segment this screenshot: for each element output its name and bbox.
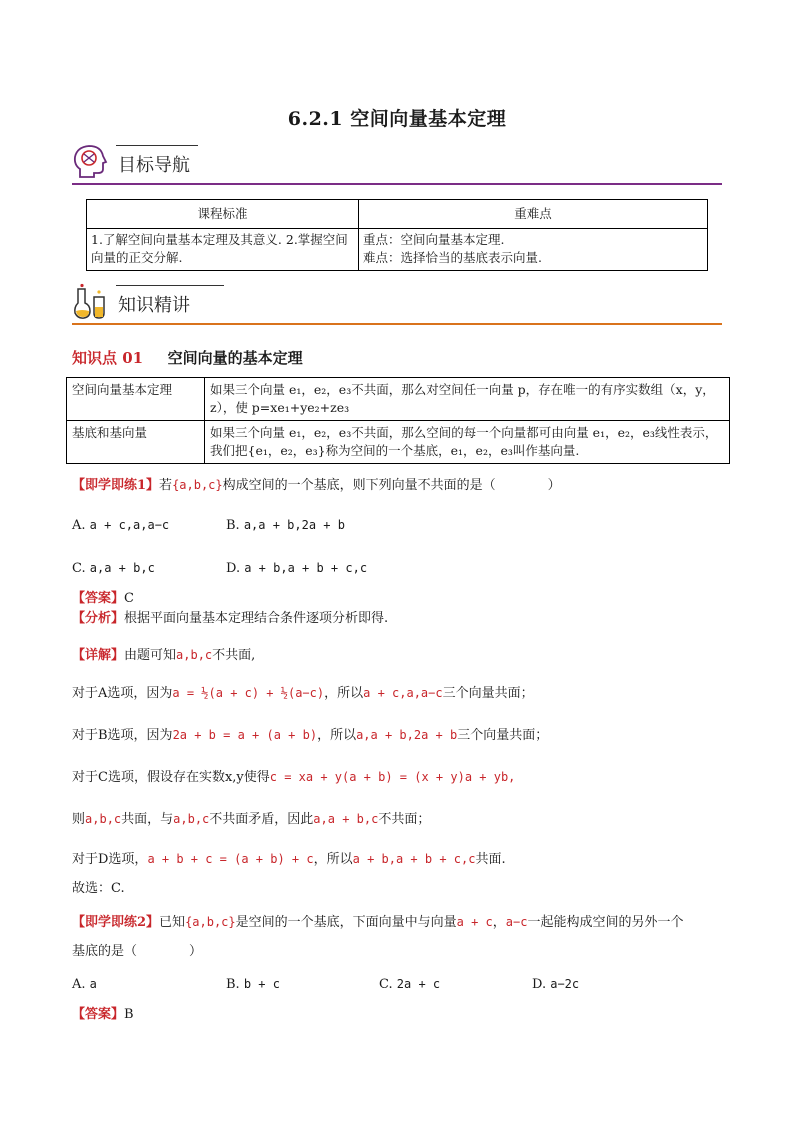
ex2-question: 【即学即练2】已知{a,b,c}是空间的一个基底，下面向量中与向量a + c，a−c一起能构成空间的另外一个 (72, 915, 684, 930)
goal-table-header-keypoints: 重难点 (359, 200, 708, 229)
ex1-option-a[interactable]: A. a + c,a,a−c (72, 518, 170, 533)
knowledge-point-number: 知识点 01 (72, 349, 144, 367)
ex1-detail-c2: 则a,b,c共面，与a,b,c不共面矛盾，因此a,a + b,c不共面； (72, 812, 431, 827)
ex1-detail-d: 对于D选项，a + b + c = (a + b) + c，所以a + b,a + b + c,c共面. (72, 852, 506, 867)
ex1-answer: 【答案】C (72, 591, 134, 606)
knowledge-point-name: 空间向量的基本定理 (167, 349, 303, 367)
kp-row1-header: 空间向量基本定理 (67, 378, 205, 421)
goal-table-keypoints-cell (359, 229, 708, 271)
ex1-detail-a: 对于A选项，因为a = ½(a + c) + ½(a−c)，所以a + c,a,a−c三个向量共面； (72, 686, 534, 701)
ex1-option-b[interactable]: B. a,a + b,2a + b (226, 518, 345, 533)
head-brain-icon (72, 143, 110, 181)
lab-flask-icon (72, 283, 110, 321)
ex1-detail-c: 对于C选项，假设存在实数x,y使得c = xa + y(a + b) = (x + y)a + yb, (72, 770, 516, 785)
ex2-option-b[interactable]: B. b + c (226, 977, 280, 992)
ex1-analysis: 【分析】根据平面向量基本定理结合条件逐项分析即得. (72, 611, 389, 626)
ex2-answer: 【答案】B (72, 1007, 134, 1022)
knowledge-point-title (72, 347, 303, 368)
ex2-option-a[interactable]: A. a (72, 977, 97, 992)
ex1-option-d[interactable]: D. a + b,a + b + c,c (226, 561, 368, 576)
knowledge-section-header (72, 283, 722, 325)
goal-section-title: 目标导航 (118, 155, 190, 176)
ex2-options-row (72, 977, 712, 997)
ex2-question-line2: 基底的是（ ） (72, 944, 203, 959)
ex1-question: 【即学即练1】若{a,b,c}构成空间的一个基底，则下列向量不共面的是（ ） (72, 478, 561, 493)
ex1-detail: 【详解】由题可知a,b,c不共面, (72, 648, 256, 663)
kp-row1-content: 如果三个向量 e₁，e₂，e₃不共面，那么对空间任一向量 p，存在唯一的有序实数组（x，y，z），使 p=xe₁+ye₂+ze₃ (205, 378, 730, 421)
knowledge-section-title: 知识精讲 (118, 295, 190, 316)
goal-table-standard-cell: 1.了解空间向量基本定理及其意义. 2.掌握空间向量的正交分解. (87, 229, 359, 271)
ex1-options-row2 (72, 561, 672, 581)
kp-row2-content: 如果三个向量 e₁，e₂，e₃不共面，那么空间的每一个向量都可由向量 e₁，e₂，e₃线性表示，我们把{e₁，e₂，e₃}称为空间的一个基底，e₁，e₂，e₃叫作基向量. (205, 421, 730, 464)
ex1-basis-set: {a,b,c} (172, 478, 223, 492)
ex2-option-c[interactable]: C. 2a + c (379, 977, 441, 992)
goal-section-header (72, 143, 722, 185)
goal-table-header-standard: 课程标准 (87, 200, 359, 229)
page-title: 6.2.1 空间向量基本定理 (287, 108, 507, 130)
ex2-tag: 【即学即练2】 (72, 915, 160, 930)
goal-table (86, 199, 708, 271)
goal-focus-text: 重点：空间向量基本定理. (363, 232, 505, 247)
ex1-conclusion: 故选：C. (72, 881, 125, 896)
goal-difficulty-text: 难点：选择恰当的基底表示向量. (363, 250, 542, 265)
ex1-detail-b: 对于B选项，因为2a + b = a + (a + b)，所以a,a + b,2a + b三个向量共面； (72, 728, 549, 743)
ex1-option-c[interactable]: C. a,a + b,c (72, 561, 155, 576)
ex1-tag: 【即学即练1】 (72, 478, 160, 493)
kp-row2-header: 基底和基向量 (67, 421, 205, 464)
knowledge-table (66, 377, 730, 464)
ex2-option-d[interactable]: D. a−2c (532, 977, 580, 992)
ex1-options-row1 (72, 518, 672, 538)
